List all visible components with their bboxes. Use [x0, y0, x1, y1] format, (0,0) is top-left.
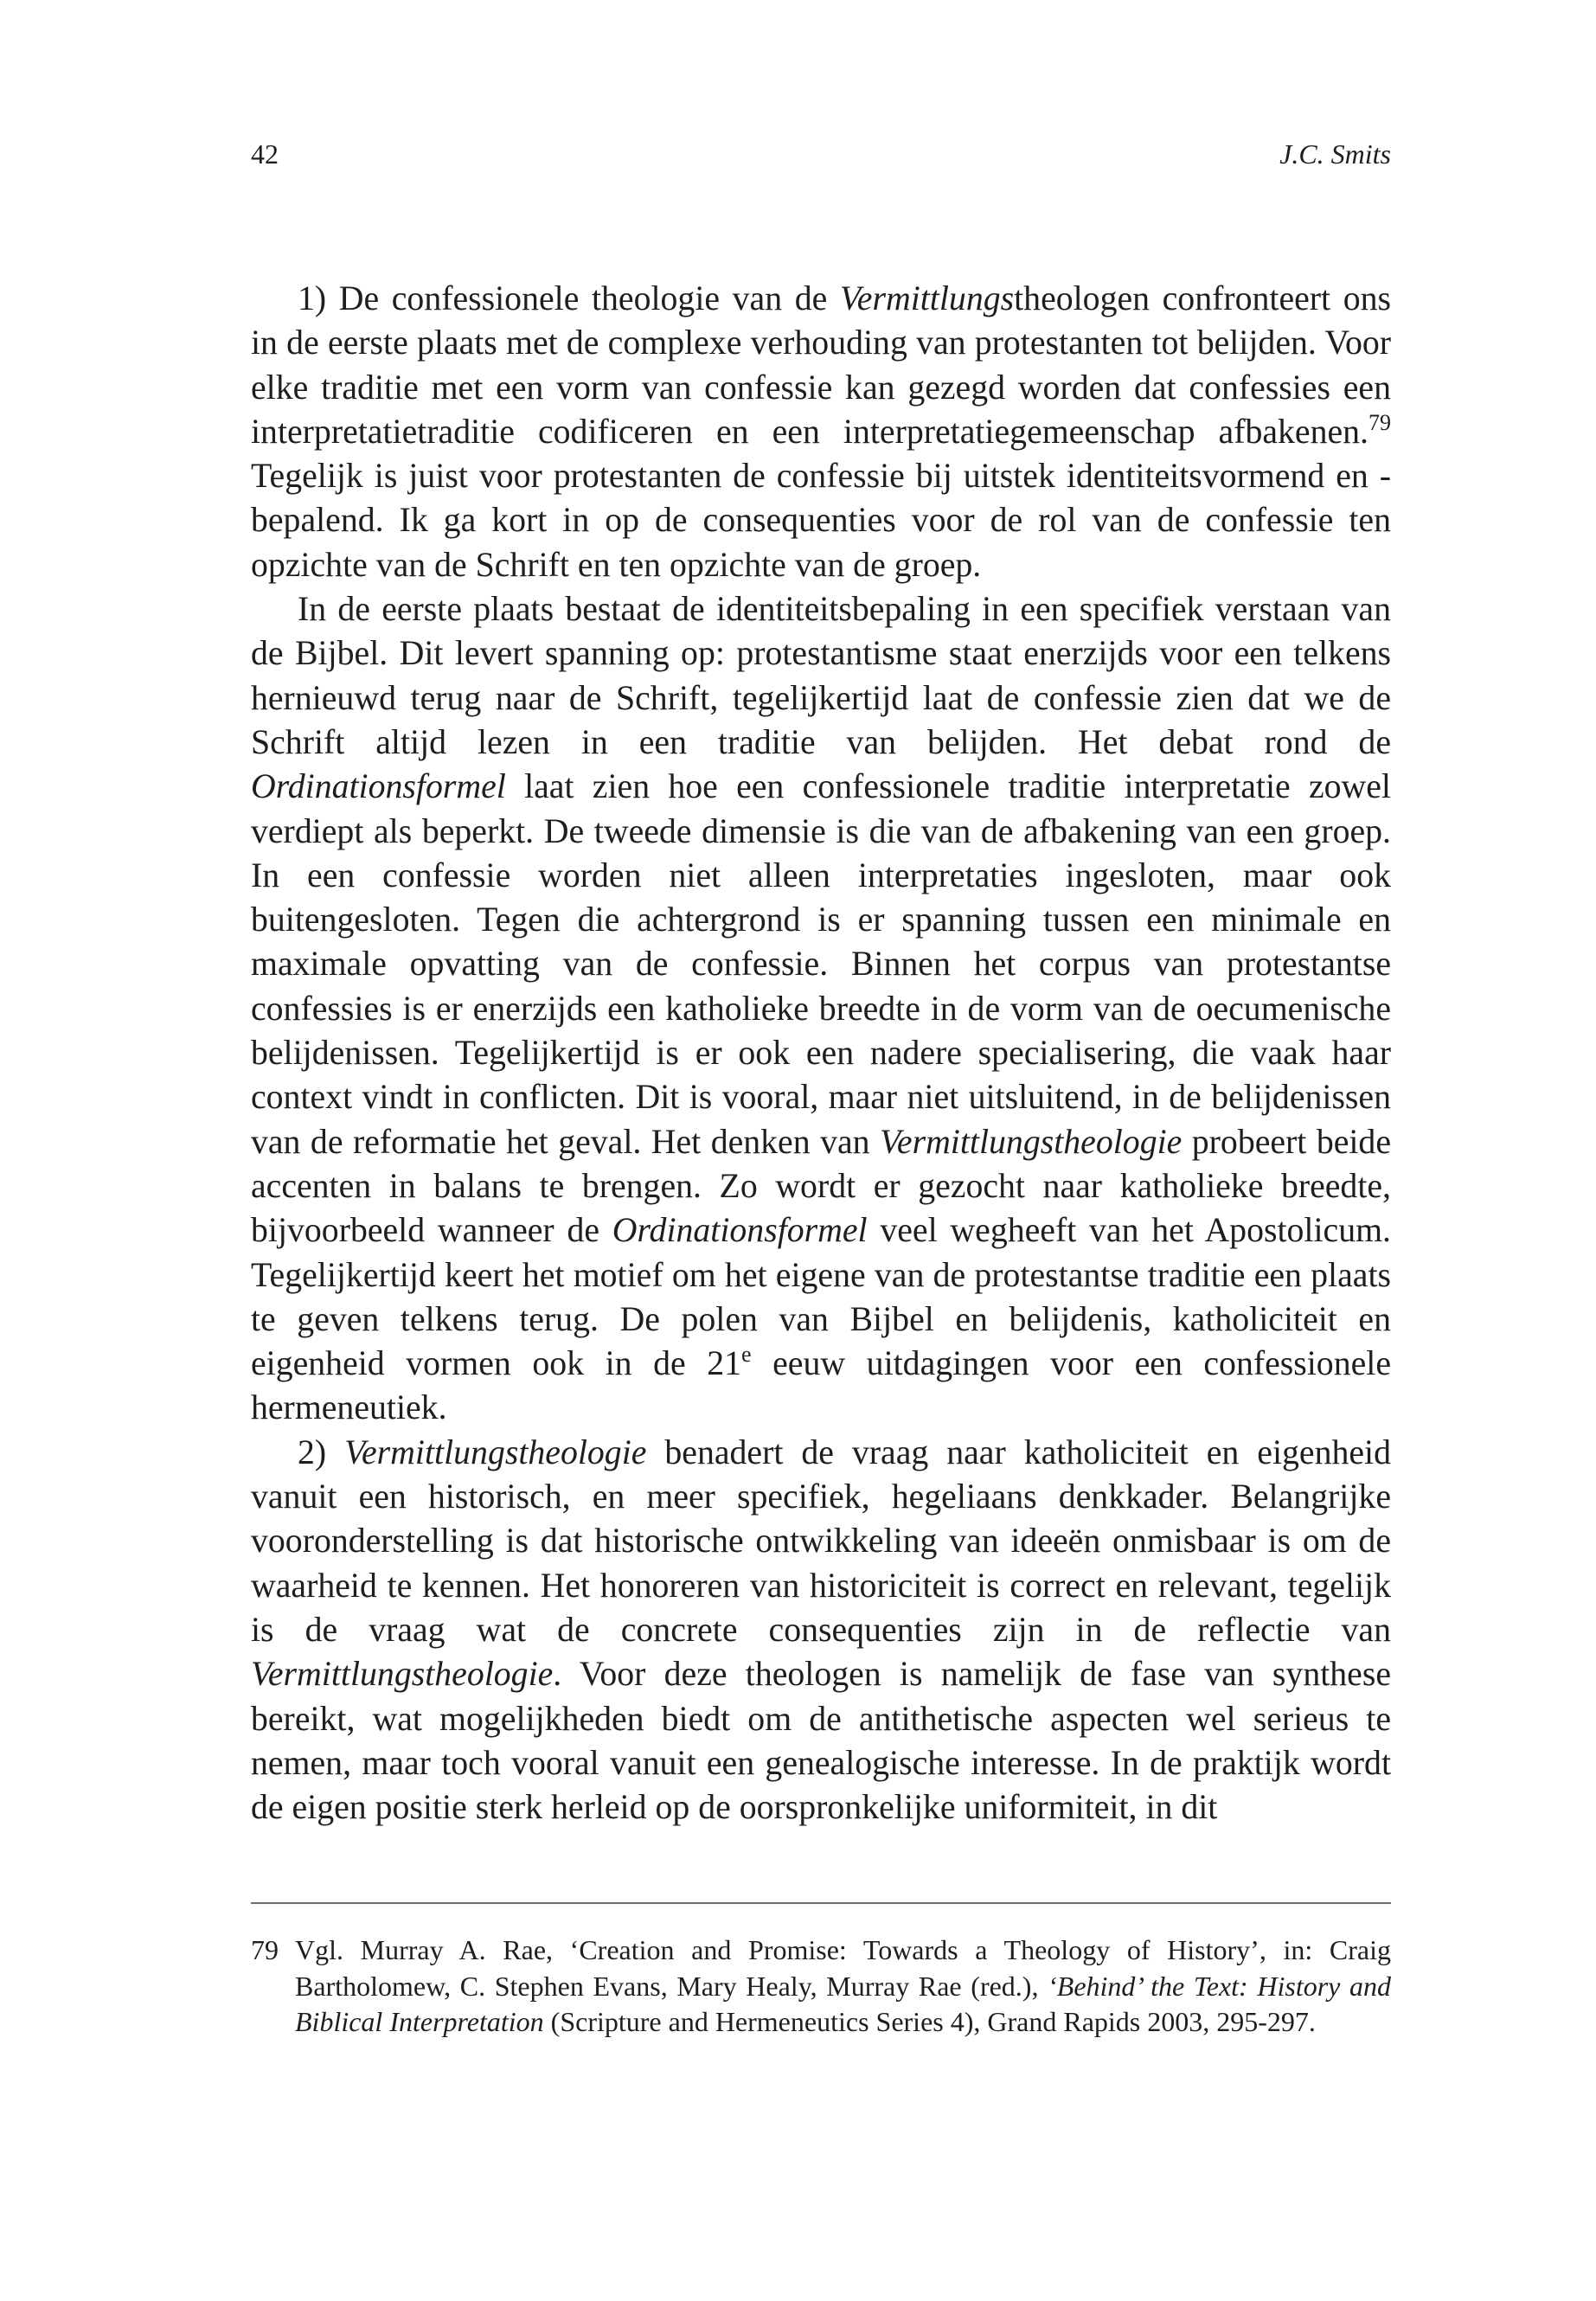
- paragraph-3-text-2: benadert de vraag naar katholiciteit en eigenheid vanuit een historisch, en meer specifiek, hegeliaans denkkader. Belangrijke vooronderstelling is dat historische ontwikkeling van ideeën onmisbaar is om de waarheid te kennen. Het honoreren van historiciteit is correct en relevant, tegelijk is de vraag wat de concrete consequenties zijn in de reflectie van: [251, 1433, 1391, 1649]
- body-text: [251, 277, 1391, 1830]
- paragraph-3-text-1: 2): [298, 1433, 345, 1471]
- paragraph-2-text-4: veel wegheeft van het Apostolicum. Tegelijkertijd keert het motief om het eigene van de protestantse traditie een plaats te geven telkens terug. De polen van Bijbel en belijdenis, katholiciteit en eigenheid vormen ook in de 21: [251, 1211, 1392, 1383]
- paragraph-1-text-2: theologen confronteert ons in de eerste plaats met de complexe verhouding van protestanten tot belijden. Voor elke traditie met een vorm van confessie kan gezegd worden dat confessies een interpretatietraditie codificeren en een interpretatiegemeenschap afbakenen.: [251, 279, 1391, 451]
- paragraph-3-italic-1: Vermittlungstheologie: [344, 1433, 647, 1471]
- running-head-author: J.C. Smits: [1279, 138, 1391, 170]
- ordinal-superscript: e: [741, 1342, 752, 1368]
- paragraph-1: [251, 277, 1391, 587]
- paragraph-2-italic-1: Ordinationsformel: [251, 767, 506, 806]
- paragraph-3-italic-2: Vermittlungstheologie: [251, 1655, 554, 1694]
- paragraph-3: [251, 1431, 1391, 1830]
- footnote-number: 79: [251, 1934, 279, 1965]
- paragraph-2-italic-2: Vermittlungstheologie: [880, 1122, 1183, 1161]
- footnote-italic-title: ‘Behind’ the Text: History and Biblical Interpretation: [295, 1970, 1392, 2037]
- paragraph-1-text-3: Tegelijk is juist voor protestanten de confessie bij uitstek identiteitsvormend en -bepalend. Ik ga kort in op de consequenties voor de rol van de confessie ten opzichte van de Schrift en ten opzichte van de groep.: [251, 457, 1391, 584]
- paragraph-2-text-5: eeuw uitdagingen voor een confessionele hermeneutiek.: [251, 1344, 1391, 1427]
- footnotes: [251, 1932, 1391, 2041]
- footnote-text-1: Vgl. Murray A. Rae, ‘Creation and Promise: Towards a Theology of History’, in: Craig Bartholomew, C. Stephen Evans, Mary Healy, Murray Rae (red.),: [295, 1934, 1391, 2002]
- paragraph-1-italic-1: Vermittlungs: [839, 279, 1015, 317]
- paragraph-3-text-3: . Voor deze theologen is namelijk de fase van synthese bereikt, wat mogelijkheden biedt om de antithetische aspecten wel serieus te nemen, maar toch vooral vanuit een genealogische interesse. In de praktijk wordt de eigen positie sterk herleid op de oorspronkelijke uniformiteit, in dit: [251, 1655, 1391, 1827]
- footnote-divider: [251, 1902, 1391, 1904]
- paragraph-2-text-1: In de eerste plaats bestaat de identiteitsbepaling in een specifiek verstaan van de Bijbel. Dit levert spanning op: protestantisme staat enerzijds voor een telkens hernieuwd terug naar de Schrift, tegelijkertijd laat de confessie zien dat we de Schrift altijd lezen in een traditie van belijden. Het debat rond de: [251, 590, 1391, 761]
- paragraph-2-italic-3: Ordinationsformel: [612, 1211, 868, 1250]
- paragraph-2-text-2: laat zien hoe een confessionele traditie interpretatie zowel verdiept als beperkt. De tweede dimensie is die van de afbakening van een groep. In een confessie worden niet alleen interpretaties ingesloten, maar ook buitengesloten. Tegen die achtergrond is er spanning tussen een minimale en maximale opvatting van de confessie. Binnen het corpus van protestantse confessies is er enerzijds een katholieke breedte in de vorm van de oecumenische belijdenissen. Tegelijkertijd is er ook een nadere specialisering, die vaak haar context vindt in conflicten. Dit is vooral, maar niet uitsluitend, in de belijdenissen van de reformatie het geval. Het denken van: [251, 767, 1391, 1161]
- paragraph-1-text-1: 1) De confessionele theologie van de: [298, 279, 840, 317]
- paragraph-2-text-3: probeert beide accenten in balans te brengen. Zo wordt er gezocht naar katholieke breedte, bijvoorbeeld wanneer de: [251, 1122, 1391, 1250]
- footnote-text-2: (Scripture and Hermeneutics Series 4), Grand Rapids 2003, 295-297.: [543, 2006, 1316, 2037]
- footnote-reference-79[interactable]: 79: [1368, 409, 1391, 435]
- page-number: 42: [251, 138, 279, 170]
- footnote-79: [251, 1932, 1391, 2041]
- paragraph-2: [251, 587, 1391, 1431]
